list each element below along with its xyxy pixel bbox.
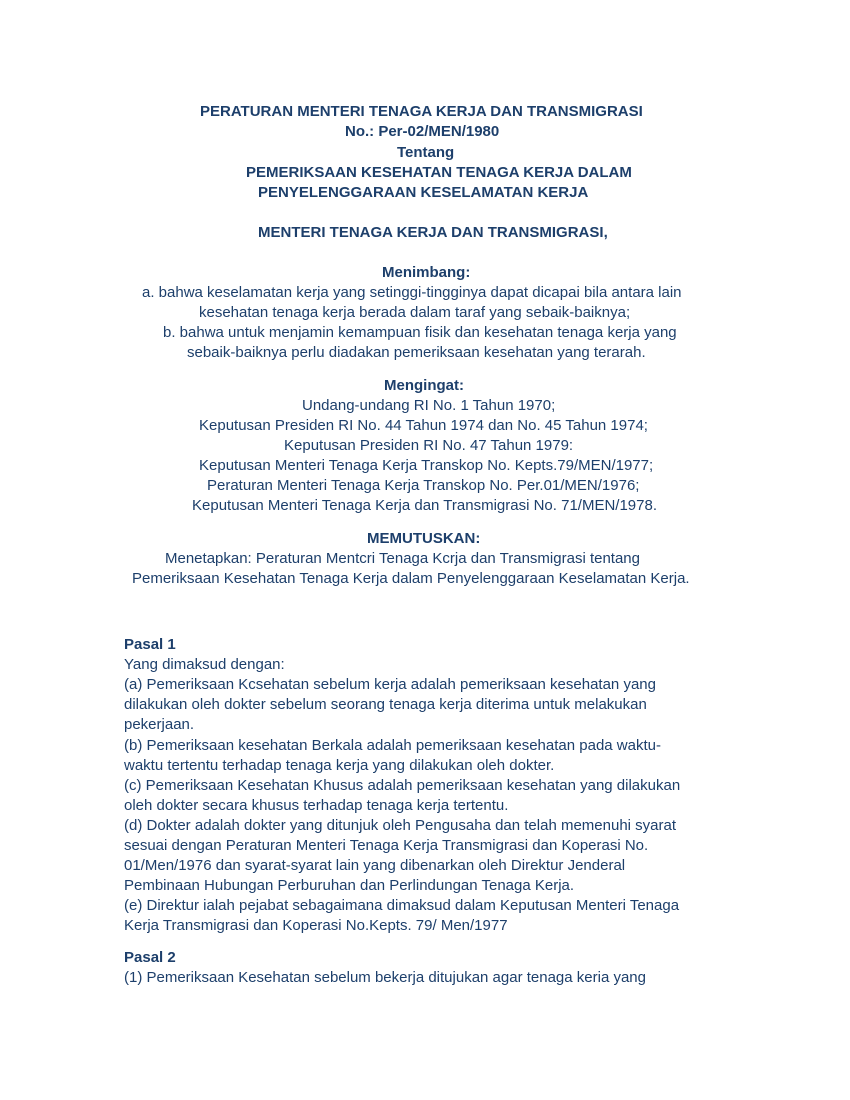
pasal1-line: dilakukan oleh dokter sebelum seorang tenaga kerja diterima untuk melakukan <box>124 696 647 713</box>
pasal1-line: (a) Pemeriksaan Kcsehatan sebelum kerja adalah pemeriksaan kesehatan yang <box>124 676 656 693</box>
pasal2-line: (1) Pemeriksaan Kesehatan sebelum bekerja ditujukan agar tenaga keria yang <box>124 969 646 986</box>
pasal1-line: waktu tertentu terhadap tenaga kerja yang dilakukan oleh dokter. <box>124 757 555 774</box>
pasal1-line: Pembinaan Hubungan Perburuhan dan Perlindungan Tenaga Kerja. <box>124 877 575 894</box>
menimbang-line: b. bahwa untuk menjamin kemampuan fisik dan kesehatan tenaga kerja yang <box>163 324 677 341</box>
memutuskan-line: Pemeriksaan Kesehatan Tenaga Kerja dalam Penyelenggaraan Keselamatan Kerja. <box>132 570 690 587</box>
regulation-number: No.: Per-02/MEN/1980 <box>345 123 500 140</box>
pasal1-line: (b) Pemeriksaan kesehatan Berkala adalah pemeriksaan kesehatan pada waktu- <box>124 737 661 754</box>
pasal1-line: 01/Men/1976 dan syarat-syarat lain yang dibenarkan oleh Direktur Jenderal <box>124 857 626 874</box>
menimbang-line: a. bahwa keselamatan kerja yang setinggi-tingginya dapat dicapai bila antara lain <box>142 284 682 301</box>
pasal1-line: pekerjaan. <box>124 716 195 733</box>
regulation-title: PERATURAN MENTERI TENAGA KERJA DAN TRANSMIGRASI <box>200 103 643 120</box>
memutuskan-line: Menetapkan: Peraturan Mentcri Tenaga Kcrja dan Transmigrasi tentang <box>165 550 640 567</box>
memutuskan-heading: MEMUTUSKAN: <box>367 530 481 547</box>
pasal1-line: (d) Dokter adalah dokter yang ditunjuk oleh Pengusaha dan telah memenuhi syarat <box>124 817 677 834</box>
pasal2-heading: Pasal 2 <box>124 949 176 966</box>
mengingat-line: Undang-undang RI No. 1 Tahun 1970; <box>302 397 556 414</box>
regulation-subject-line2: PENYELENGGARAAN KESELAMATAN KERJA <box>258 184 589 201</box>
minister-title: MENTERI TENAGA KERJA DAN TRANSMIGRASI, <box>258 224 608 241</box>
pasal1-line: sesuai dengan Peraturan Menteri Tenaga Kerja Transmigrasi dan Koperasi No. <box>124 837 649 854</box>
mengingat-line: Keputusan Menteri Tenaga Kerja dan Transmigrasi No. 71/MEN/1978. <box>192 497 657 514</box>
menimbang-heading: Menimbang: <box>382 264 471 281</box>
menimbang-line: kesehatan tenaga kerja berada dalam taraf yang sebaik-baiknya; <box>199 304 631 321</box>
mengingat-line: Keputusan Presiden RI No. 47 Tahun 1979: <box>284 437 574 454</box>
pasal1-line: (c) Pemeriksaan Kesehatan Khusus adalah pemeriksaan kesehatan yang dilakukan <box>124 777 681 794</box>
pasal1-line: oleh dokter secara khusus terhadap tenaga kerja tertentu. <box>124 797 509 814</box>
mengingat-line: Peraturan Menteri Tenaga Kerja Transkop No. Per.01/MEN/1976; <box>207 477 640 494</box>
tentang-label: Tentang <box>397 144 455 161</box>
mengingat-line: Keputusan Menteri Tenaga Kerja Transkop No. Kepts.79/MEN/1977; <box>199 457 654 474</box>
mengingat-line: Keputusan Presiden RI No. 44 Tahun 1974 dan No. 45 Tahun 1974; <box>199 417 648 434</box>
regulation-subject-line1: PEMERIKSAAN KESEHATAN TENAGA KERJA DALAM <box>246 164 632 181</box>
pasal1-heading: Pasal 1 <box>124 636 176 653</box>
menimbang-line: sebaik-baiknya perlu diadakan pemeriksaan kesehatan yang terarah. <box>187 344 646 361</box>
pasal1-line: Yang dimaksud dengan: <box>124 656 285 673</box>
pasal1-line: (e) Direktur ialah pejabat sebagaimana dimaksud dalam Keputusan Menteri Tenaga <box>124 897 680 914</box>
mengingat-heading: Mengingat: <box>384 377 464 394</box>
pasal1-line: Kerja Transmigrasi dan Koperasi No.Kepts. 79/ Men/1977 <box>124 917 508 934</box>
